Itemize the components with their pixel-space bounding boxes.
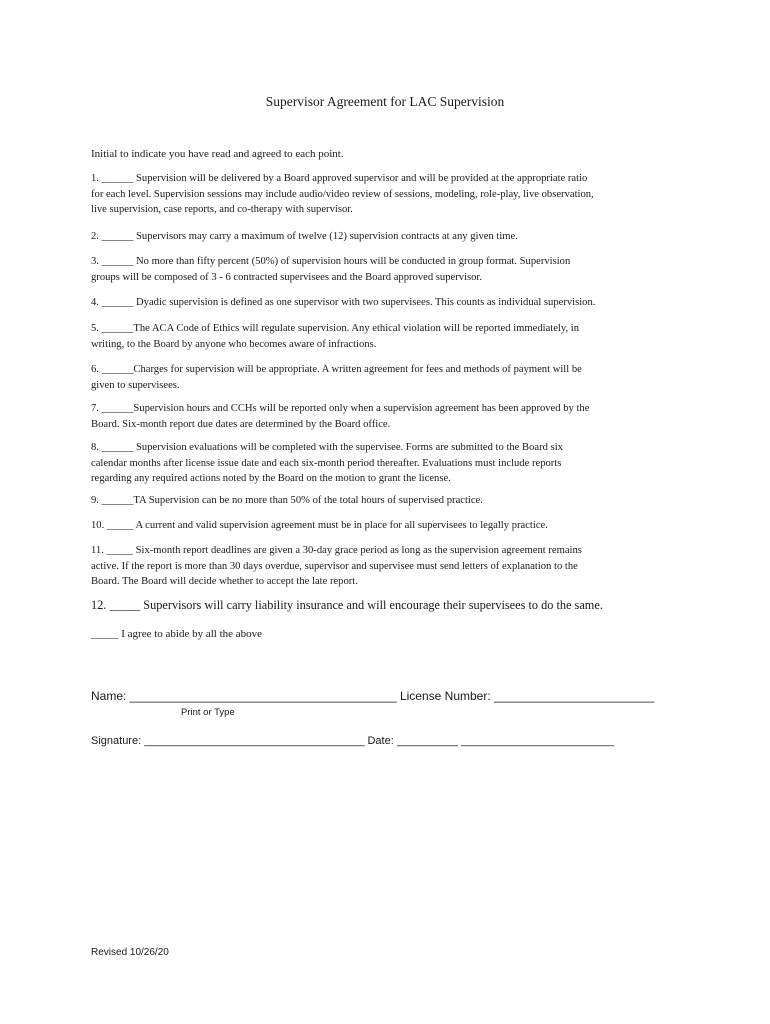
signature-date-line: Signature: ____________________________________ Date: __________ _________________________ bbox=[91, 735, 615, 747]
agreement-item-1: 1. ______ Supervision will be delivered by a Board approved supervisor and will be provided at the appropriate ratio for each level. Supervision sessions may include audio/video review of sessions, modeling, role-play, live observation, live supervision, case reports, and co-therapy with supervisor. bbox=[91, 173, 594, 215]
agreement-item-11: 11. _____ Six-month report deadlines are given a 30-day grace period as long as the supervision agreement remains active. If the report is more than 30 days overdue, supervisor and supervisee must send letters of explanation to the Board. The Board will decide whether to accept the late report. bbox=[91, 545, 582, 587]
agreement-item-4: 4. ______ Dyadic supervision is defined as one supervisor with two supervisees. This counts as individual supervision. bbox=[91, 297, 596, 308]
agreement-item-8: 8. ______ Supervision evaluations will be completed with the supervisee. Forms are submitted to the Board six calendar months after license issue date and each six-month period thereafter. Evaluations must include reports regarding any required actions noted by the Board on the motion to grant the license. bbox=[91, 442, 563, 484]
intro-text: Initial to indicate you have read and agreed to each point. bbox=[91, 148, 344, 160]
agreement-item-2: 2. ______ Supervisors may carry a maximum of twelve (12) supervision contracts at any given time. bbox=[91, 231, 518, 242]
agreement-item-10: 10. _____ A current and valid supervision agreement must be in place for all supervisees to legally practice. bbox=[91, 520, 548, 531]
agreement-item-3: 3. ______ No more than fifty percent (50%) of supervision hours will be conducted in group format. Supervision groups will be composed of 3 - 6 contracted supervisees and the Board approved supervisor. bbox=[91, 256, 571, 283]
agreement-item-9: 9. ______TA Supervision can be no more than 50% of the total hours of supervised practice. bbox=[91, 495, 483, 506]
agreement-item-12: 12. _____ Supervisors will carry liability insurance and will encourage their supervisees to do the same. bbox=[91, 598, 603, 612]
print-or-type-label: Print or Type bbox=[181, 707, 235, 718]
revised-date: Revised 10/26/20 bbox=[91, 947, 169, 958]
document-title: Supervisor Agreement for LAC Supervision bbox=[265, 94, 505, 109]
name-license-line: Name: ________________________________________ License Number: ________________________ bbox=[91, 689, 655, 703]
agree-statement: _____ I agree to abide by all the above bbox=[91, 628, 263, 640]
agreement-item-6: 6. ______Charges for supervision will be appropriate. A written agreement for fees and methods of payment will be given to supervisees. bbox=[91, 364, 582, 391]
agreement-item-5: 5. ______The ACA Code of Ethics will regulate supervision. Any ethical violation will be reported immediately, in writing, to the Board by anyone who becomes aware of infractions. bbox=[91, 323, 580, 350]
agreement-item-7: 7. ______Supervision hours and CCHs will be reported only when a supervision agreement has been approved by the Board. Six-month report due dates are determined by the Board office. bbox=[91, 403, 590, 430]
